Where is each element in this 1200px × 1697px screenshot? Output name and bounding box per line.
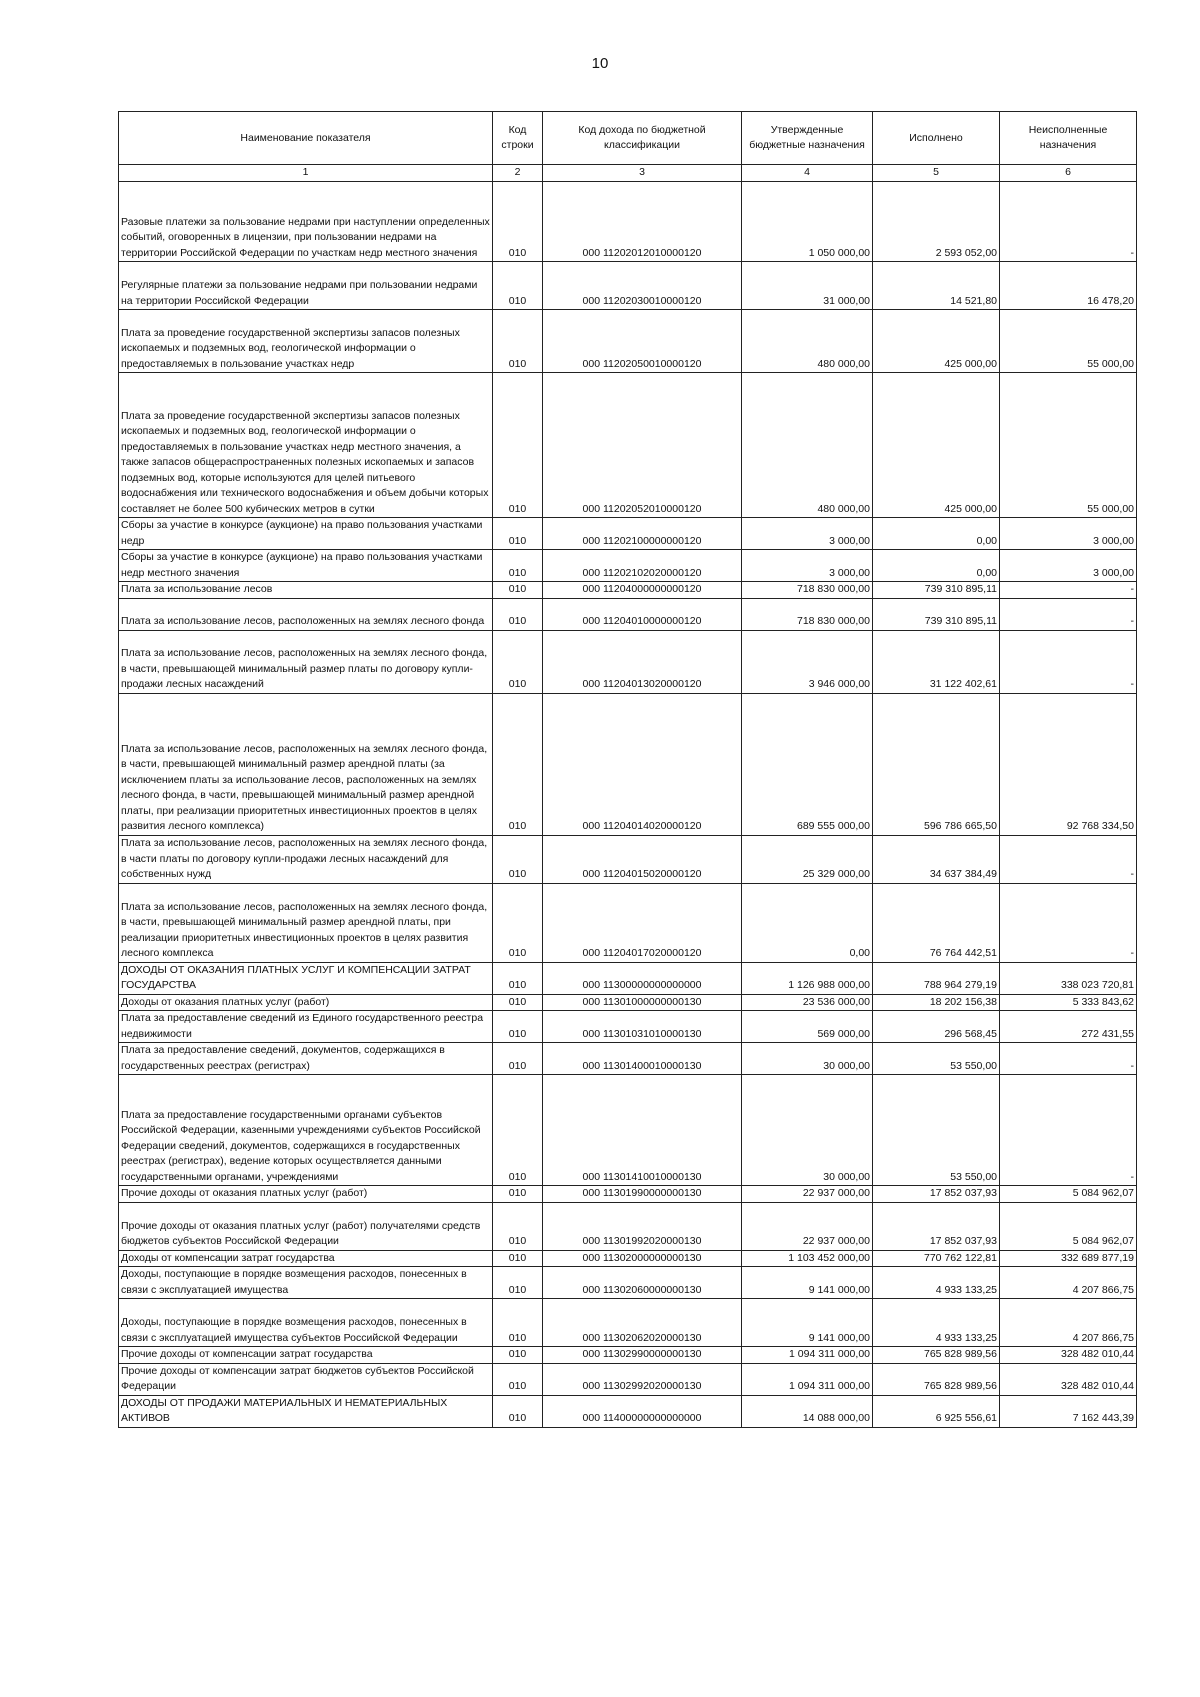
row-name: ДОХОДЫ ОТ ПРОДАЖИ МАТЕРИАЛЬНЫХ И НЕМАТЕРИАЛЬНЫХ АКТИВОВ (119, 1395, 493, 1427)
row-unexecuted: 332 689 877,19 (1000, 1250, 1137, 1267)
table-row (119, 630, 1137, 693)
row-name: Плата за использование лесов, расположенных на землях лесного фонда (119, 598, 493, 630)
column-number: 2 (493, 165, 543, 182)
row-name: Сборы за участие в конкурсе (аукционе) на право пользования участками недр (119, 518, 493, 550)
row-name: Регулярные платежи за пользование недрами при пользовании недрами на территории Российской Федерации (119, 262, 493, 310)
row-line-code: 010 (493, 598, 543, 630)
row-name: Прочие доходы от оказания платных услуг (работ) (119, 1186, 493, 1203)
row-approved: 25 329 000,00 (742, 835, 873, 883)
row-kbk: 000 11202012010000120 (543, 182, 742, 262)
row-kbk: 000 11302060000000130 (543, 1267, 742, 1299)
row-unexecuted: - (1000, 630, 1137, 693)
row-kbk: 000 11302990000000130 (543, 1347, 742, 1364)
row-name: Плата за использование лесов, расположенных на землях лесного фонда, в части, превышающей минимальный размер арендной платы (за исключением платы за использование лесов, расположенных на землях лесного фонда, в части, превышающей минимальный размер арендной платы, при реализации приоритетных инвестиционных проектов в целях развития лесного комплекса) (119, 693, 493, 835)
row-line-code: 010 (493, 518, 543, 550)
table-row (119, 310, 1137, 373)
row-line-code: 010 (493, 693, 543, 835)
row-executed: 53 550,00 (873, 1043, 1000, 1075)
row-executed: 0,00 (873, 550, 1000, 582)
row-name: Доходы, поступающие в порядке возмещения расходов, понесенных в связи с эксплуатацией имущества субъектов Российской Федерации (119, 1299, 493, 1347)
table-row (119, 550, 1137, 582)
table-row (119, 962, 1137, 994)
row-executed: 4 933 133,25 (873, 1267, 1000, 1299)
row-line-code: 010 (493, 373, 543, 518)
row-name: Сборы за участие в конкурсе (аукционе) на право пользования участками недр местного значения (119, 550, 493, 582)
row-line-code: 010 (493, 883, 543, 962)
row-approved: 1 094 311 000,00 (742, 1347, 873, 1364)
row-kbk: 000 11302992020000130 (543, 1363, 742, 1395)
row-approved: 22 937 000,00 (742, 1186, 873, 1203)
row-executed: 739 310 895,11 (873, 598, 1000, 630)
row-approved: 569 000,00 (742, 1011, 873, 1043)
row-name: Плата за использование лесов, расположенных на землях лесного фонда, в части, превышающей минимальный размер платы по договору купли-продажи лесных насаждений (119, 630, 493, 693)
row-unexecuted: 338 023 720,81 (1000, 962, 1137, 994)
row-kbk: 000 11202052010000120 (543, 373, 742, 518)
table-row (119, 1395, 1137, 1427)
header-line-code: Код строки (493, 112, 543, 165)
row-kbk: 000 11204017020000120 (543, 883, 742, 962)
row-executed: 425 000,00 (873, 373, 1000, 518)
row-executed: 0,00 (873, 518, 1000, 550)
row-name: Плата за предоставление сведений, документов, содержащихся в государственных реестрах (регистрах) (119, 1043, 493, 1075)
row-approved: 30 000,00 (742, 1043, 873, 1075)
row-kbk: 000 11301031010000130 (543, 1011, 742, 1043)
row-approved: 9 141 000,00 (742, 1299, 873, 1347)
header-approved: Утвержденные бюджетные назначения (742, 112, 873, 165)
table-header-row (119, 112, 1137, 165)
row-line-code: 010 (493, 1395, 543, 1427)
header-kbk: Код дохода по бюджетной классификации (543, 112, 742, 165)
table-row (119, 1186, 1137, 1203)
row-executed: 425 000,00 (873, 310, 1000, 373)
table-row (119, 1250, 1137, 1267)
row-executed: 76 764 442,51 (873, 883, 1000, 962)
row-unexecuted: 55 000,00 (1000, 373, 1137, 518)
table-row (119, 1202, 1137, 1250)
row-executed: 6 925 556,61 (873, 1395, 1000, 1427)
row-approved: 718 830 000,00 (742, 582, 873, 599)
row-unexecuted: 5 084 962,07 (1000, 1202, 1137, 1250)
table-row (119, 1043, 1137, 1075)
row-line-code: 010 (493, 994, 543, 1011)
row-approved: 30 000,00 (742, 1075, 873, 1186)
row-name: Прочие доходы от компенсации затрат государства (119, 1347, 493, 1364)
row-kbk: 000 11204013020000120 (543, 630, 742, 693)
table-row (119, 262, 1137, 310)
revenue-table (118, 111, 1137, 1428)
row-name: Плата за проведение государственной экспертизы запасов полезных ископаемых и подземных вод, геологической информации о предоставляемых в пользование участках недр (119, 310, 493, 373)
row-name: Доходы от компенсации затрат государства (119, 1250, 493, 1267)
row-line-code: 010 (493, 310, 543, 373)
table-row (119, 994, 1137, 1011)
row-unexecuted: 5 333 843,62 (1000, 994, 1137, 1011)
row-unexecuted: 3 000,00 (1000, 518, 1137, 550)
row-approved: 3 000,00 (742, 550, 873, 582)
row-unexecuted: - (1000, 582, 1137, 599)
row-kbk: 000 11302000000000130 (543, 1250, 742, 1267)
row-kbk: 000 11301992020000130 (543, 1202, 742, 1250)
row-line-code: 010 (493, 835, 543, 883)
row-unexecuted: - (1000, 835, 1137, 883)
row-kbk: 000 11400000000000000 (543, 1395, 742, 1427)
row-unexecuted: - (1000, 1043, 1137, 1075)
row-approved: 23 536 000,00 (742, 994, 873, 1011)
row-approved: 3 000,00 (742, 518, 873, 550)
table-row (119, 598, 1137, 630)
table-row (119, 582, 1137, 599)
row-line-code: 010 (493, 1363, 543, 1395)
header-executed: Исполнено (873, 112, 1000, 165)
table-row (119, 835, 1137, 883)
row-line-code: 010 (493, 262, 543, 310)
row-unexecuted: 328 482 010,44 (1000, 1363, 1137, 1395)
row-unexecuted: - (1000, 1075, 1137, 1186)
row-unexecuted: 92 768 334,50 (1000, 693, 1137, 835)
row-name: ДОХОДЫ ОТ ОКАЗАНИЯ ПЛАТНЫХ УСЛУГ И КОМПЕНСАЦИИ ЗАТРАТ ГОСУДАРСТВА (119, 962, 493, 994)
row-executed: 296 568,45 (873, 1011, 1000, 1043)
table-row (119, 182, 1137, 262)
row-line-code: 010 (493, 962, 543, 994)
table-row (119, 1011, 1137, 1043)
column-number-row (119, 165, 1137, 182)
header-unexecuted: Неисполненные назначения (1000, 112, 1137, 165)
table-row (119, 1347, 1137, 1364)
row-executed: 53 550,00 (873, 1075, 1000, 1186)
row-kbk: 000 11202100000000120 (543, 518, 742, 550)
row-approved: 3 946 000,00 (742, 630, 873, 693)
row-approved: 689 555 000,00 (742, 693, 873, 835)
row-line-code: 010 (493, 182, 543, 262)
row-name: Прочие доходы от компенсации затрат бюджетов субъектов Российской Федерации (119, 1363, 493, 1395)
row-approved: 718 830 000,00 (742, 598, 873, 630)
row-kbk: 000 11202050010000120 (543, 310, 742, 373)
table-row (119, 518, 1137, 550)
row-executed: 596 786 665,50 (873, 693, 1000, 835)
row-executed: 770 762 122,81 (873, 1250, 1000, 1267)
row-kbk: 000 11301410010000130 (543, 1075, 742, 1186)
row-executed: 4 933 133,25 (873, 1299, 1000, 1347)
table-row (119, 1267, 1137, 1299)
row-unexecuted: 4 207 866,75 (1000, 1299, 1137, 1347)
row-line-code: 010 (493, 1347, 543, 1364)
row-kbk: 000 11301000000000130 (543, 994, 742, 1011)
row-name: Плата за использование лесов, расположенных на землях лесного фонда, в части, превышающей минимальный размер арендной платы, при реализации приоритетных инвестиционных проектов в целях развития лесного комплекса (119, 883, 493, 962)
page-number: 10 (591, 55, 609, 72)
row-line-code: 010 (493, 1250, 543, 1267)
row-executed: 31 122 402,61 (873, 630, 1000, 693)
table-row (119, 373, 1137, 518)
row-approved: 22 937 000,00 (742, 1202, 873, 1250)
header-name: Наименование показателя (119, 112, 493, 165)
row-approved: 480 000,00 (742, 373, 873, 518)
row-line-code: 010 (493, 550, 543, 582)
row-unexecuted: - (1000, 883, 1137, 962)
row-executed: 34 637 384,49 (873, 835, 1000, 883)
row-unexecuted: 55 000,00 (1000, 310, 1137, 373)
row-name: Разовые платежи за пользование недрами при наступлении определенных событий, оговоренных в лицензии, при пользовании недрами на территории Российской Федерации по участкам недр местного значения (119, 182, 493, 262)
row-executed: 788 964 279,19 (873, 962, 1000, 994)
table-body (119, 182, 1137, 1428)
column-number: 6 (1000, 165, 1137, 182)
row-line-code: 010 (493, 1075, 543, 1186)
row-unexecuted: - (1000, 598, 1137, 630)
row-unexecuted: - (1000, 182, 1137, 262)
row-approved: 480 000,00 (742, 310, 873, 373)
column-number: 1 (119, 165, 493, 182)
row-name: Плата за предоставление государственными органами субъектов Российской Федерации, казенными учреждениями субъектов Российской Федерации сведений, документов, содержащихся в государственных реестрах (регистрах), ведение которых осуществляется данными государственными органами, учреждениями (119, 1075, 493, 1186)
column-number: 3 (543, 165, 742, 182)
table-row (119, 883, 1137, 962)
table-row (119, 693, 1137, 835)
row-kbk: 000 11202102020000120 (543, 550, 742, 582)
row-executed: 17 852 037,93 (873, 1186, 1000, 1203)
row-line-code: 010 (493, 1202, 543, 1250)
row-executed: 18 202 156,38 (873, 994, 1000, 1011)
table-row (119, 1299, 1137, 1347)
row-kbk: 000 11202030010000120 (543, 262, 742, 310)
row-approved: 1 103 452 000,00 (742, 1250, 873, 1267)
row-executed: 765 828 989,56 (873, 1347, 1000, 1364)
table-row (119, 1075, 1137, 1186)
row-line-code: 010 (493, 1011, 543, 1043)
column-number: 4 (742, 165, 873, 182)
row-name: Доходы от оказания платных услуг (работ) (119, 994, 493, 1011)
row-line-code: 010 (493, 582, 543, 599)
row-unexecuted: 5 084 962,07 (1000, 1186, 1137, 1203)
row-executed: 2 593 052,00 (873, 182, 1000, 262)
row-executed: 14 521,80 (873, 262, 1000, 310)
row-unexecuted: 7 162 443,39 (1000, 1395, 1137, 1427)
row-name: Плата за использование лесов (119, 582, 493, 599)
column-number: 5 (873, 165, 1000, 182)
row-unexecuted: 16 478,20 (1000, 262, 1137, 310)
row-approved: 1 126 988 000,00 (742, 962, 873, 994)
table-row (119, 1363, 1137, 1395)
row-name: Плата за предоставление сведений из Единого государственного реестра недвижимости (119, 1011, 493, 1043)
row-approved: 9 141 000,00 (742, 1267, 873, 1299)
row-kbk: 000 11204000000000120 (543, 582, 742, 599)
row-approved: 1 050 000,00 (742, 182, 873, 262)
row-kbk: 000 11204010000000120 (543, 598, 742, 630)
row-executed: 765 828 989,56 (873, 1363, 1000, 1395)
row-kbk: 000 11302062020000130 (543, 1299, 742, 1347)
row-unexecuted: 3 000,00 (1000, 550, 1137, 582)
row-line-code: 010 (493, 630, 543, 693)
row-name: Доходы, поступающие в порядке возмещения расходов, понесенных в связи с эксплуатацией имущества (119, 1267, 493, 1299)
row-name: Прочие доходы от оказания платных услуг (работ) получателями средств бюджетов субъектов Российской Федерации (119, 1202, 493, 1250)
row-approved: 31 000,00 (742, 262, 873, 310)
row-unexecuted: 272 431,55 (1000, 1011, 1137, 1043)
row-unexecuted: 328 482 010,44 (1000, 1347, 1137, 1364)
row-executed: 17 852 037,93 (873, 1202, 1000, 1250)
row-name: Плата за использование лесов, расположенных на землях лесного фонда, в части платы по договору купли-продажи лесных насаждений для собственных нужд (119, 835, 493, 883)
row-approved: 14 088 000,00 (742, 1395, 873, 1427)
row-kbk: 000 11300000000000000 (543, 962, 742, 994)
row-line-code: 010 (493, 1043, 543, 1075)
row-line-code: 010 (493, 1186, 543, 1203)
row-line-code: 010 (493, 1267, 543, 1299)
row-executed: 739 310 895,11 (873, 582, 1000, 599)
row-approved: 0,00 (742, 883, 873, 962)
row-unexecuted: 4 207 866,75 (1000, 1267, 1137, 1299)
row-kbk: 000 11301400010000130 (543, 1043, 742, 1075)
row-kbk: 000 11204014020000120 (543, 693, 742, 835)
row-line-code: 010 (493, 1299, 543, 1347)
row-kbk: 000 11301990000000130 (543, 1186, 742, 1203)
row-name: Плата за проведение государственной экспертизы запасов полезных ископаемых и подземных вод, геологической информации о предоставляемых в пользование участках недр местного значения, а также запасов общераспространенных полезных ископаемых и запасов подземных вод, которые используются для целей питьевого водоснабжения или технического водоснабжения и объем добычи которых составляет не более 500 кубических метров в сутки (119, 373, 493, 518)
row-approved: 1 094 311 000,00 (742, 1363, 873, 1395)
row-kbk: 000 11204015020000120 (543, 835, 742, 883)
